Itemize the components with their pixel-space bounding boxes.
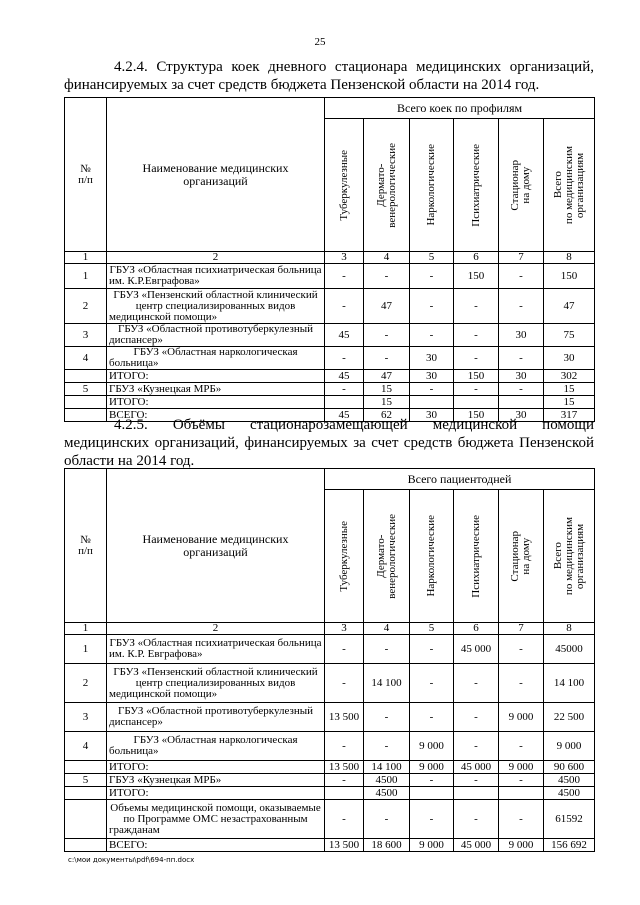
column-index: 5	[410, 623, 454, 635]
row-name: ГБУЗ «Кузнецкая МРБ»	[107, 774, 325, 787]
patient-days-table	[64, 468, 595, 852]
row-value: 150	[454, 264, 499, 289]
column-index: 5	[410, 252, 454, 264]
row-name: ГБУЗ «Областная наркологическая больница»	[107, 732, 325, 761]
row-value: -	[410, 289, 454, 324]
row-value: 30	[499, 370, 544, 383]
header-col-2	[364, 119, 410, 252]
row-num	[65, 787, 107, 800]
column-index-row	[65, 623, 595, 635]
row-value: 150	[454, 370, 499, 383]
row-value: -	[410, 800, 454, 839]
table-row	[65, 664, 595, 703]
table-row	[65, 761, 595, 774]
row-value: 14 100	[544, 664, 595, 703]
header-col-label: Стационар на дому	[509, 530, 532, 582]
row-num: 5	[65, 774, 107, 787]
header-row	[65, 469, 595, 490]
column-index: 1	[65, 252, 107, 264]
row-value: -	[325, 732, 364, 761]
row-name: ИТОГО:	[107, 761, 325, 774]
column-index: 7	[499, 252, 544, 264]
header-row	[65, 98, 595, 119]
column-index: 2	[107, 252, 325, 264]
row-name: ВСЕГО:	[107, 409, 325, 422]
row-value: -	[410, 635, 454, 664]
header-col-3	[410, 119, 454, 252]
row-value: -	[499, 347, 544, 370]
row-value: 302	[544, 370, 595, 383]
header-col-label: Психиатрические	[469, 143, 482, 227]
row-value	[325, 396, 364, 409]
table-row	[65, 396, 595, 409]
row-value: 45	[325, 409, 364, 422]
column-index: 6	[454, 623, 499, 635]
row-value: -	[454, 664, 499, 703]
table-row	[65, 383, 595, 396]
header-col-label: Всего по медицинским организациям	[551, 145, 586, 225]
row-num	[65, 370, 107, 383]
row-name: ВСЕГО:	[107, 839, 325, 852]
column-index: 7	[499, 623, 544, 635]
row-value: -	[364, 800, 410, 839]
row-value: -	[325, 347, 364, 370]
row-value: -	[454, 347, 499, 370]
table-row	[65, 264, 595, 289]
table-row	[65, 839, 595, 852]
table-row	[65, 370, 595, 383]
row-value: -	[454, 703, 499, 732]
row-value: -	[325, 800, 364, 839]
row-num: 3	[65, 703, 107, 732]
row-num: 1	[65, 635, 107, 664]
row-value: -	[364, 264, 410, 289]
row-num: 5	[65, 383, 107, 396]
table-row	[65, 800, 595, 839]
column-index: 6	[454, 252, 499, 264]
row-value: -	[364, 347, 410, 370]
row-value: -	[454, 800, 499, 839]
section-heading-patient-days: 4.2.5. Объёмы стационарозамещающей медицинской помощи медицинских организаций, финансируемых за счет средств бюджета Пензенской области на 2014 год.	[64, 417, 594, 469]
row-value: 150	[544, 264, 595, 289]
row-value: 30	[410, 409, 454, 422]
header-group: Всего пациентодней	[325, 469, 595, 490]
row-value: -	[499, 664, 544, 703]
row-value	[410, 787, 454, 800]
row-value	[499, 787, 544, 800]
row-value: 9 000	[410, 839, 454, 852]
row-value: -	[364, 324, 410, 347]
row-value: -	[499, 774, 544, 787]
row-value: 45	[325, 324, 364, 347]
header-col-6	[544, 490, 595, 623]
row-name: ИТОГО:	[107, 370, 325, 383]
header-col-4	[454, 119, 499, 252]
row-num: 2	[65, 664, 107, 703]
row-value: -	[454, 383, 499, 396]
column-index: 8	[544, 623, 595, 635]
row-value: 15	[364, 383, 410, 396]
row-value: 13 500	[325, 703, 364, 732]
row-name: ГБУЗ «Пензенский областной клинический центр специализированных видов медицинской помощи»	[107, 664, 325, 703]
row-value: 4500	[364, 774, 410, 787]
row-value: -	[499, 800, 544, 839]
row-value: 14 100	[364, 664, 410, 703]
row-name: ГБУЗ «Областная психиатрическая больница им. К.Р.Евграфова»	[107, 264, 325, 289]
header-col-label: Туберкулезные	[337, 149, 350, 221]
row-value: 13 500	[325, 839, 364, 852]
row-name: ИТОГО:	[107, 787, 325, 800]
header-name: Наименование медицинских организаций	[107, 98, 325, 252]
row-name: Объемы медицинской помощи, оказываемые по Программе ОМС незастрахованным гражданам	[107, 800, 325, 839]
row-value: -	[325, 289, 364, 324]
header-col-4	[454, 490, 499, 623]
row-value: 9 000	[544, 732, 595, 761]
row-name: ГБУЗ «Областной противотуберкулезный диспансер»	[107, 324, 325, 347]
row-value: -	[325, 383, 364, 396]
row-value: 30	[499, 324, 544, 347]
row-value: -	[364, 703, 410, 732]
header-col-3	[410, 490, 454, 623]
header-num: № п/п	[65, 98, 107, 252]
column-index: 4	[364, 623, 410, 635]
row-value: 15	[544, 396, 595, 409]
header-col-label: Наркологические	[425, 144, 437, 226]
row-num: 4	[65, 347, 107, 370]
row-name: ГБУЗ «Кузнецкая МРБ»	[107, 383, 325, 396]
row-value: 14 100	[364, 761, 410, 774]
row-value: 317	[544, 409, 595, 422]
header-col-1	[325, 119, 364, 252]
row-value: 30	[499, 409, 544, 422]
row-value: 62	[364, 409, 410, 422]
header-group: Всего коек по профилям	[325, 98, 595, 119]
row-name: ГБУЗ «Областная наркологическая больница»	[107, 347, 325, 370]
row-value: 9 000	[410, 761, 454, 774]
column-index: 3	[325, 623, 364, 635]
table-row	[65, 774, 595, 787]
row-value: -	[325, 635, 364, 664]
row-value: 45 000	[454, 839, 499, 852]
header-col-label: Туберкулезные	[337, 520, 350, 592]
row-value: -	[325, 264, 364, 289]
row-value: -	[410, 664, 454, 703]
row-num: 3	[65, 324, 107, 347]
row-value: 9 000	[499, 761, 544, 774]
row-num	[65, 396, 107, 409]
row-value: 15	[544, 383, 595, 396]
row-value: 30	[544, 347, 595, 370]
row-value: -	[499, 732, 544, 761]
row-value: 45000	[544, 635, 595, 664]
row-name: ИТОГО:	[107, 396, 325, 409]
header-col-label: Дермато- венерологические	[374, 142, 398, 228]
row-value: 45	[325, 370, 364, 383]
row-value	[410, 396, 454, 409]
column-index: 2	[107, 623, 325, 635]
row-value: 45 000	[454, 761, 499, 774]
header-col-label: Стационар на дому	[509, 159, 532, 211]
row-value: 4500	[544, 787, 595, 800]
column-index-row	[65, 252, 595, 264]
row-num: 2	[65, 289, 107, 324]
row-value	[325, 787, 364, 800]
row-name: ГБУЗ «Пензенский областной клинический центр специализированных видов медицинской помощи»	[107, 289, 325, 324]
beds-table	[64, 97, 595, 422]
table-row	[65, 289, 595, 324]
header-col-1	[325, 490, 364, 623]
row-value: -	[325, 664, 364, 703]
row-value: 47	[544, 289, 595, 324]
row-value: 61592	[544, 800, 595, 839]
table-row	[65, 347, 595, 370]
table-row	[65, 787, 595, 800]
row-value: 156 692	[544, 839, 595, 852]
row-num	[65, 800, 107, 839]
row-value: -	[454, 289, 499, 324]
column-index: 8	[544, 252, 595, 264]
row-value: 75	[544, 324, 595, 347]
row-value: 47	[364, 370, 410, 383]
column-index: 3	[325, 252, 364, 264]
row-value	[499, 396, 544, 409]
row-value	[454, 396, 499, 409]
row-num	[65, 839, 107, 852]
row-value: 90 600	[544, 761, 595, 774]
row-value: -	[454, 324, 499, 347]
row-value: -	[499, 635, 544, 664]
row-value: -	[410, 264, 454, 289]
row-value: 22 500	[544, 703, 595, 732]
row-value: 13 500	[325, 761, 364, 774]
row-value: -	[499, 264, 544, 289]
row-value: -	[325, 774, 364, 787]
row-value: 9 000	[499, 839, 544, 852]
row-value: -	[499, 383, 544, 396]
row-num: 4	[65, 732, 107, 761]
header-num: № п/п	[65, 469, 107, 623]
row-value: 9 000	[499, 703, 544, 732]
table-row	[65, 635, 595, 664]
header-name: Наименование медицинских организаций	[107, 469, 325, 623]
row-value: -	[410, 774, 454, 787]
column-index: 4	[364, 252, 410, 264]
row-value: -	[364, 732, 410, 761]
row-value: 47	[364, 289, 410, 324]
page-number: 25	[314, 36, 326, 48]
row-value: -	[410, 703, 454, 732]
header-col-5	[499, 490, 544, 623]
file-path-footer: c:\мои документы\pdf\694-пп.docx	[68, 856, 195, 864]
header-col-2	[364, 490, 410, 623]
header-col-label: Наркологические	[425, 515, 437, 597]
row-value: -	[499, 289, 544, 324]
row-num: 1	[65, 264, 107, 289]
row-num	[65, 761, 107, 774]
header-col-label: Психиатрические	[469, 514, 482, 598]
row-value: 30	[410, 370, 454, 383]
row-value: 4500	[364, 787, 410, 800]
patient-days-table-body	[65, 469, 595, 852]
row-value: -	[410, 383, 454, 396]
header-col-label: Дермато- венерологические	[374, 513, 398, 599]
row-value: 45 000	[454, 635, 499, 664]
row-value: 18 600	[364, 839, 410, 852]
row-value: -	[410, 324, 454, 347]
row-name: ГБУЗ «Областная психиатрическая больница им. К.Р. Евграфова»	[107, 635, 325, 664]
row-value	[454, 787, 499, 800]
row-value: -	[454, 732, 499, 761]
row-value: 30	[410, 347, 454, 370]
header-col-label: Всего по медицинским организациям	[551, 516, 586, 596]
header-col-6	[544, 119, 595, 252]
table-row	[65, 703, 595, 732]
row-value: 15	[364, 396, 410, 409]
row-value: -	[454, 774, 499, 787]
beds-table-body	[65, 98, 595, 422]
row-name: ГБУЗ «Областной противотуберкулезный диспансер»	[107, 703, 325, 732]
table-row	[65, 324, 595, 347]
row-value: 9 000	[410, 732, 454, 761]
header-col-5	[499, 119, 544, 252]
row-value: -	[364, 635, 410, 664]
row-value: 4500	[544, 774, 595, 787]
table-row	[65, 732, 595, 761]
row-value: 150	[454, 409, 499, 422]
section-heading-beds: 4.2.4. Структура коек дневного стационара медицинских организаций, финансируемых за счет средств бюджета Пензенской области на 2014 год.	[64, 59, 594, 93]
column-index: 1	[65, 623, 107, 635]
